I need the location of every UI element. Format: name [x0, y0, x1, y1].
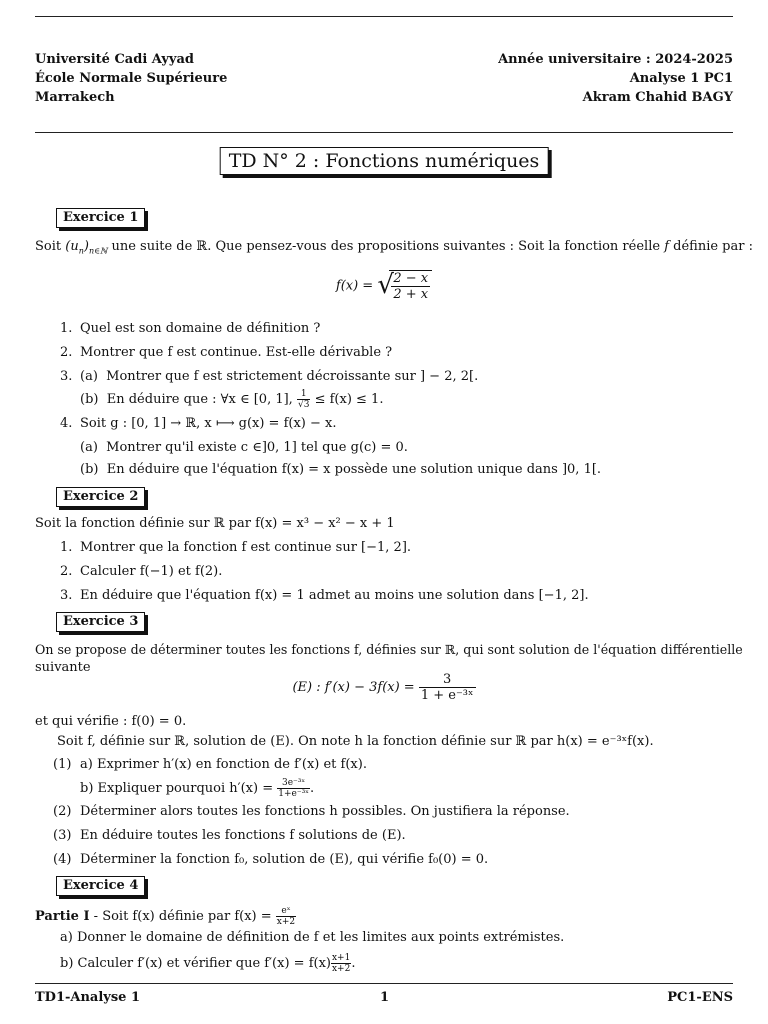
ex3-part-1a: (1) a) Exprimer h′(x) en fonction de f′(x) et f(x). — [53, 757, 367, 772]
header-left — [35, 50, 227, 107]
footer-rule — [35, 983, 733, 984]
ex4-question-a: a) Donner le domaine de définition de f et les limites aux points extrémistes. — [60, 930, 565, 945]
exercise-3-label: Exercice 3 — [56, 612, 145, 632]
academic-year: Année universitaire : 2024-2025 — [498, 52, 733, 67]
ex2-question-1: 1. Montrer que la fonction f est continue sur [−1, 2]. — [60, 540, 412, 555]
exercise-2-label: Exercice 2 — [56, 487, 145, 507]
exercise-3-intro-line-1: On se propose de déterminer toutes les fonctions f, définies sur ℝ, qui sont solution de l'équation différentielle — [35, 642, 743, 657]
ex1-question-4a: (a) Montrer qu'il existe c ∈]0, 1] tel que g(c) = 0. — [80, 440, 408, 455]
exercise-3-condition: et qui vérifie : f(0) = 0. — [35, 714, 187, 729]
ex1-question-4b: (b) En déduire que l'équation f(x) = x possède une solution unique dans ]0, 1[. — [80, 462, 602, 477]
differential-equation: (E) : f′(x) − 3f(x) = $\frac{3}{\text{1 + e⁻³ˣ}}$ — [292, 672, 474, 703]
ex1-question-4: 4. Soit g : [0, 1] → ℝ, x ⟼ g(x) = f(x) − x. — [60, 416, 337, 431]
exercise-4-part-1: Partie I - Soit f(x) définie par f(x) = $\frac{\text{eˣ}}{x+2}$ — [35, 906, 296, 927]
exercise-1-formula: f(x) = √ $\frac{2 - x}{2 + x}$ — [0, 270, 768, 302]
exercise-3-definition: Soit f, définie sur ℝ, solution de (E). On note h la fonction définie sur ℝ par h(x) = e⁻³ˣf(x). — [57, 734, 654, 749]
ex2-question-3: 3. En déduire que l'équation f(x) = 1 admet au moins une solution dans [−1, 2]. — [60, 588, 589, 603]
footer-left: TD1-Analyse 1 — [35, 990, 141, 1005]
ex1-question-1: 1. Quel est son domaine de définition ? — [60, 321, 321, 336]
city-name: Marrakech — [35, 90, 115, 105]
exercise-2-intro: Soit la fonction définie sur ℝ par f(x) = x³ − x² − x + 1 — [35, 516, 395, 531]
ex1-question-3a: 3. (a) Montrer que f est strictement décroissante sur ] − 2, 2[. — [60, 369, 479, 384]
footer-right: PC1-ENS — [667, 990, 733, 1005]
top-rule — [35, 16, 733, 17]
exercise-1-intro: Soit $(u_n)_{n\in ℕ}$ une suite de ℝ. Que pensez-vous des propositions suivantes : Soit la fonction réelle f définie par : — [35, 239, 753, 256]
author-name: Akram Chahid BAGY — [582, 90, 733, 105]
ex2-question-2: 2. Calculer f(−1) et f(2). — [60, 564, 223, 579]
school-name: École Normale Supérieure — [35, 71, 228, 86]
ex1-question-2: 2. Montrer que f est continue. Est-elle dérivable ? — [60, 345, 393, 360]
header-right — [498, 50, 733, 107]
exercise-1-label: Exercice 1 — [56, 208, 145, 228]
ex3-part-4: (4) Déterminer la fonction f₀, solution de (E), qui vérifie f₀(0) = 0. — [53, 852, 489, 867]
ex1-question-3b: (b) En déduire que : ∀x ∈ [0, 1], $\frac{1}{√3}$ ≤ f(x) ≤ 1. — [80, 389, 384, 410]
ex3-part-2: (2) Déterminer alors toutes les fonctions h possibles. On justifiera la réponse. — [53, 804, 570, 819]
ex3-part-3: (3) En déduire toutes les fonctions f solutions de (E). — [53, 828, 406, 843]
exercise-3-intro-line-2: suivante — [35, 660, 91, 675]
ex3-part-1b: b) Expliquer pourquoi h′(x) = $\frac{\text{3e⁻³ˣ}}{\text{1+e⁻³ˣ}}$ . — [80, 778, 315, 799]
ex4-question-b: b) Calculer f′(x) et vérifier que f′(x) = f(x) $\frac{x+1}{x+2}$ . — [60, 953, 356, 974]
page-number: 1 — [380, 990, 390, 1005]
course-name: Analyse 1 PC1 — [629, 71, 733, 86]
exercise-4-label: Exercice 4 — [56, 876, 145, 896]
header-rule — [35, 132, 733, 133]
university-name: Université Cadi Ayyad — [35, 52, 194, 67]
page-title: TD N° 2 : Fonctions numériques — [220, 147, 549, 175]
